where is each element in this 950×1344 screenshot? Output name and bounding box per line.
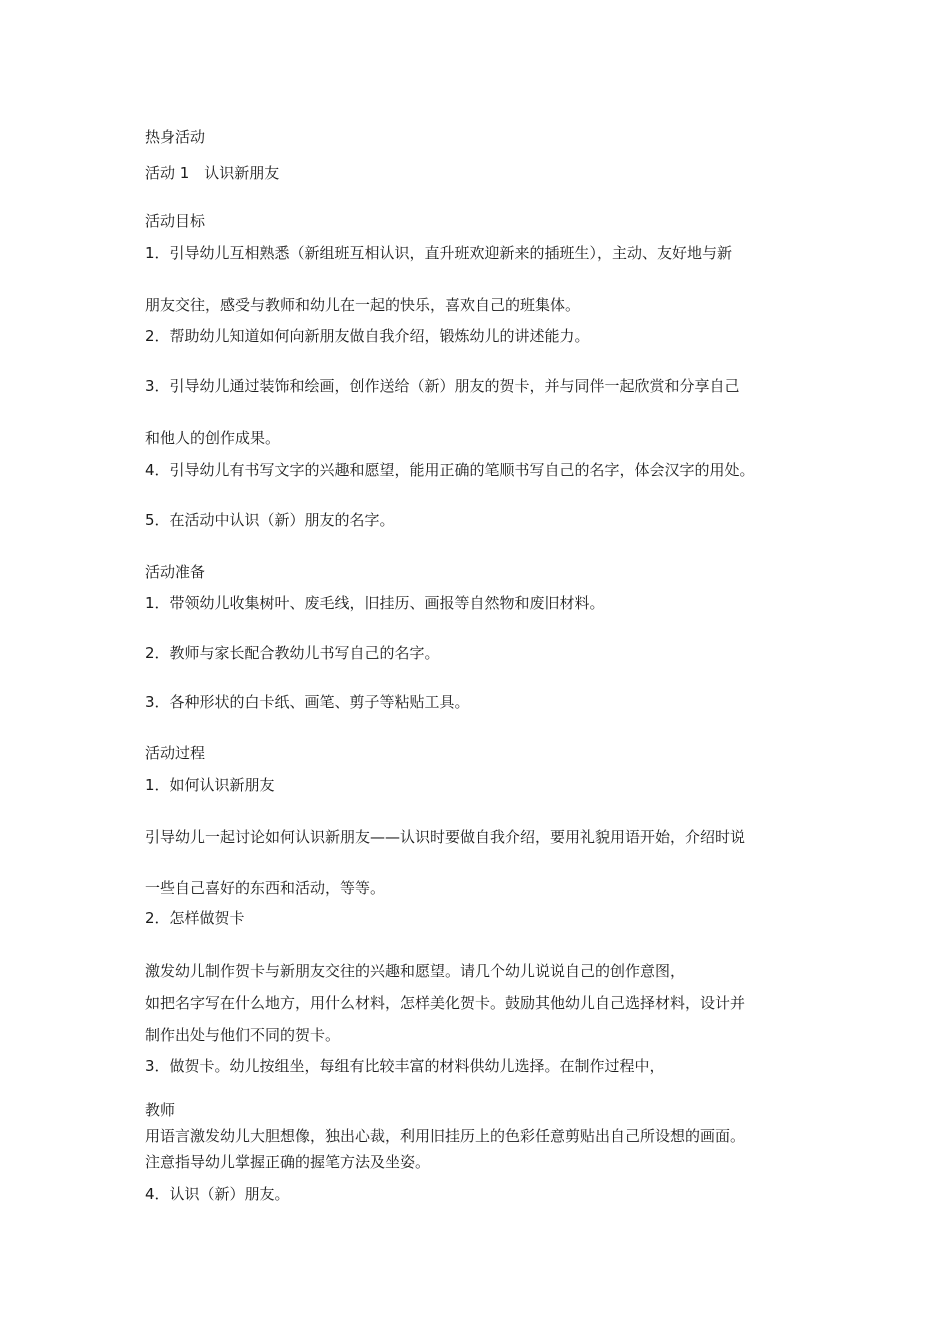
text-line: 3．各种形状的白卡纸、画笔、剪子等粘贴工具。 <box>145 693 470 711</box>
text-line: 激发幼儿制作贺卡与新朋友交往的兴趣和愿望。请几个幼儿说说自己的创作意图， <box>145 962 686 980</box>
text-line: 3．引导幼儿通过装饰和绘画，创作送给（新）朋友的贺卡，并与同伴一起欣赏和分享自己 <box>145 377 740 395</box>
text-line: 2．帮助幼儿知道如何向新朋友做自我介绍，锻炼幼儿的讲述能力。 <box>145 327 590 345</box>
text-line: 4．引导幼儿有书写文字的兴趣和愿望，能用正确的笔顺书写自己的名字，体会汉字的用处。 <box>145 461 755 479</box>
text-line: 2．教师与家长配合教幼儿书写自己的名字。 <box>145 644 440 662</box>
text-line: 1．如何认识新朋友 <box>145 776 275 794</box>
text-line: 制作出处与他们不同的贺卡。 <box>145 1026 341 1044</box>
heading-process: 活动过程 <box>145 744 206 762</box>
text-line: 一些自己喜好的东西和活动，等等。 <box>145 879 386 897</box>
text-line: 教师 <box>145 1101 176 1119</box>
text-line: 朋友交往，感受与教师和幼儿在一起的快乐，喜欢自己的班集体。 <box>145 296 581 314</box>
text-line: 和他人的创作成果。 <box>145 429 281 447</box>
section-title: 热身活动 <box>145 128 206 146</box>
text-line: 5．在活动中认识（新）朋友的名字。 <box>145 511 395 529</box>
text-line: 引导幼儿一起讨论如何认识新朋友——认识时要做自我介绍，要用礼貌用语开始，介绍时说 <box>145 828 746 846</box>
activity-title: 活动 1 认识新朋友 <box>145 164 280 182</box>
heading-preparation: 活动准备 <box>145 563 206 581</box>
text-line: 1．引导幼儿互相熟悉（新组班互相认识，直升班欢迎新来的插班生），主动、友好地与新 <box>145 244 733 262</box>
text-line: 注意指导幼儿掌握正确的握笔方法及坐姿。 <box>145 1153 431 1171</box>
text-line: 2．怎样做贺卡 <box>145 909 245 927</box>
text-line: 3．做贺卡。幼儿按组坐，每组有比较丰富的材料供幼儿选择。在制作过程中， <box>145 1057 665 1075</box>
text-line: 如把名字写在什么地方，用什么材料，怎样美化贺卡。鼓励其他幼儿自己选择材料，设计并 <box>145 994 746 1012</box>
text-line: 用语言激发幼儿大胆想像，独出心裁，利用旧挂历上的色彩任意剪贴出自己所设想的画面。 <box>145 1127 746 1145</box>
text-line: 4．认识（新）朋友。 <box>145 1185 290 1203</box>
text-line: 1．带领幼儿收集树叶、废毛线，旧挂历、画报等自然物和废旧材料。 <box>145 594 605 612</box>
heading-goals: 活动目标 <box>145 212 206 230</box>
